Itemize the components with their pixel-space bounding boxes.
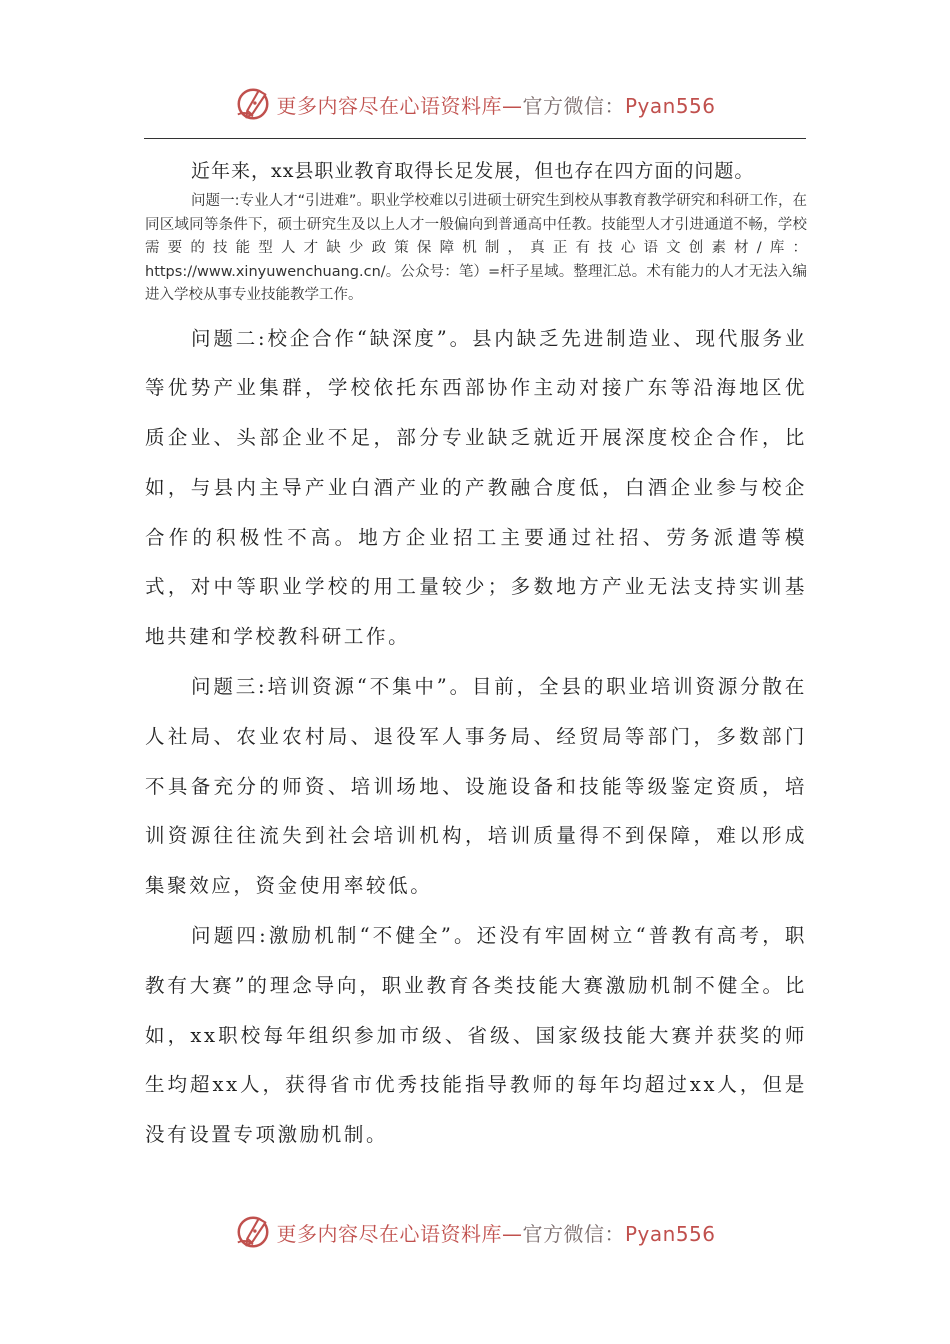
intro-paragraph: 近年来，xx县职业教育取得长足发展，但也存在四方面的问题。 (191, 160, 755, 182)
wechat-id: Pyan556 (624, 93, 716, 118)
wechat-label: 官方微信： (522, 93, 625, 118)
problem-two-paragraph: 问题二:校企合作“缺深度”。县内缺乏先进制造业、现代服务业等优势产业集群，学校依托东西部协作主动对接广东等沿海地区优质企业、头部企业不足，部分专业缺乏就近开展深度校企合作，比如，与县内主导产业白酒产业的产教融合度低，白酒企业参与校企合作的积极性不高。地方企业招工主要通过社招、劳务派遣等模式，对中等职业学校的用工量较少；多数地方产业无法支持实训基地共建和学校教科研工作。 (145, 326, 807, 649)
footer-banner (0, 1212, 950, 1252)
header-divider (144, 138, 806, 139)
site-name: 更多内容尽在心语资料库 (276, 93, 502, 118)
problem-three-paragraph: 问题三:培训资源“不集中”。目前，全县的职业培训资源分散在人社局、农业农村局、退役军人事务局、经贸局等部门，多数部门不具备充分的师资、培训场地、设施设备和技能等级鉴定资质，培训资源往往流失到社会培训机构，培训质量得不到保障，难以形成集聚效应，资金使用率较低。 (145, 675, 807, 898)
wechat-id: Pyan556 (624, 1221, 716, 1246)
footer-banner-text (276, 1218, 715, 1247)
problem-four-paragraph: 问题四:激励机制“不健全”。还没有牢固树立“普教有高考，职教有大赛”的理念导向，职业教育各类技能大赛激励机制不健全。比如，xx职校每年组织参加市级、省级、国家级技能大赛并获奖的师生均超xx人，获得省市优秀技能指导教师的每年均超过xx人，但是没有设置专项激励机制。 (145, 924, 807, 1147)
header-banner (0, 84, 950, 124)
wechat-label: 官方微信： (522, 1221, 625, 1246)
document-body (145, 152, 807, 1160)
pen-nib-logo-icon (234, 85, 272, 123)
problem-one-paragraph: 问题一:专业人才“引进难”。职业学校难以引进硕士研究生到校从事教育教学研究和科研工作，在同区域同等条件下，硕士研究生及以上人才一般偏向到普通高中任教。技能型人才引进通道不畅，学校需要的技能型人才缺少政策保障机制，真正有技心语文创素材/库：https://www.xinyuwenchuang.cn/。公众号：笔）=杆子星域。整理汇总。术有能力的人才无法入编进入学校从事专业技能教学工作。 (145, 193, 807, 303)
banner-dash: — (501, 93, 523, 118)
banner-dash: — (501, 1221, 523, 1246)
site-name: 更多内容尽在心语资料库 (276, 1221, 502, 1246)
pen-nib-logo-icon (234, 1213, 272, 1251)
header-banner-text (276, 90, 715, 119)
